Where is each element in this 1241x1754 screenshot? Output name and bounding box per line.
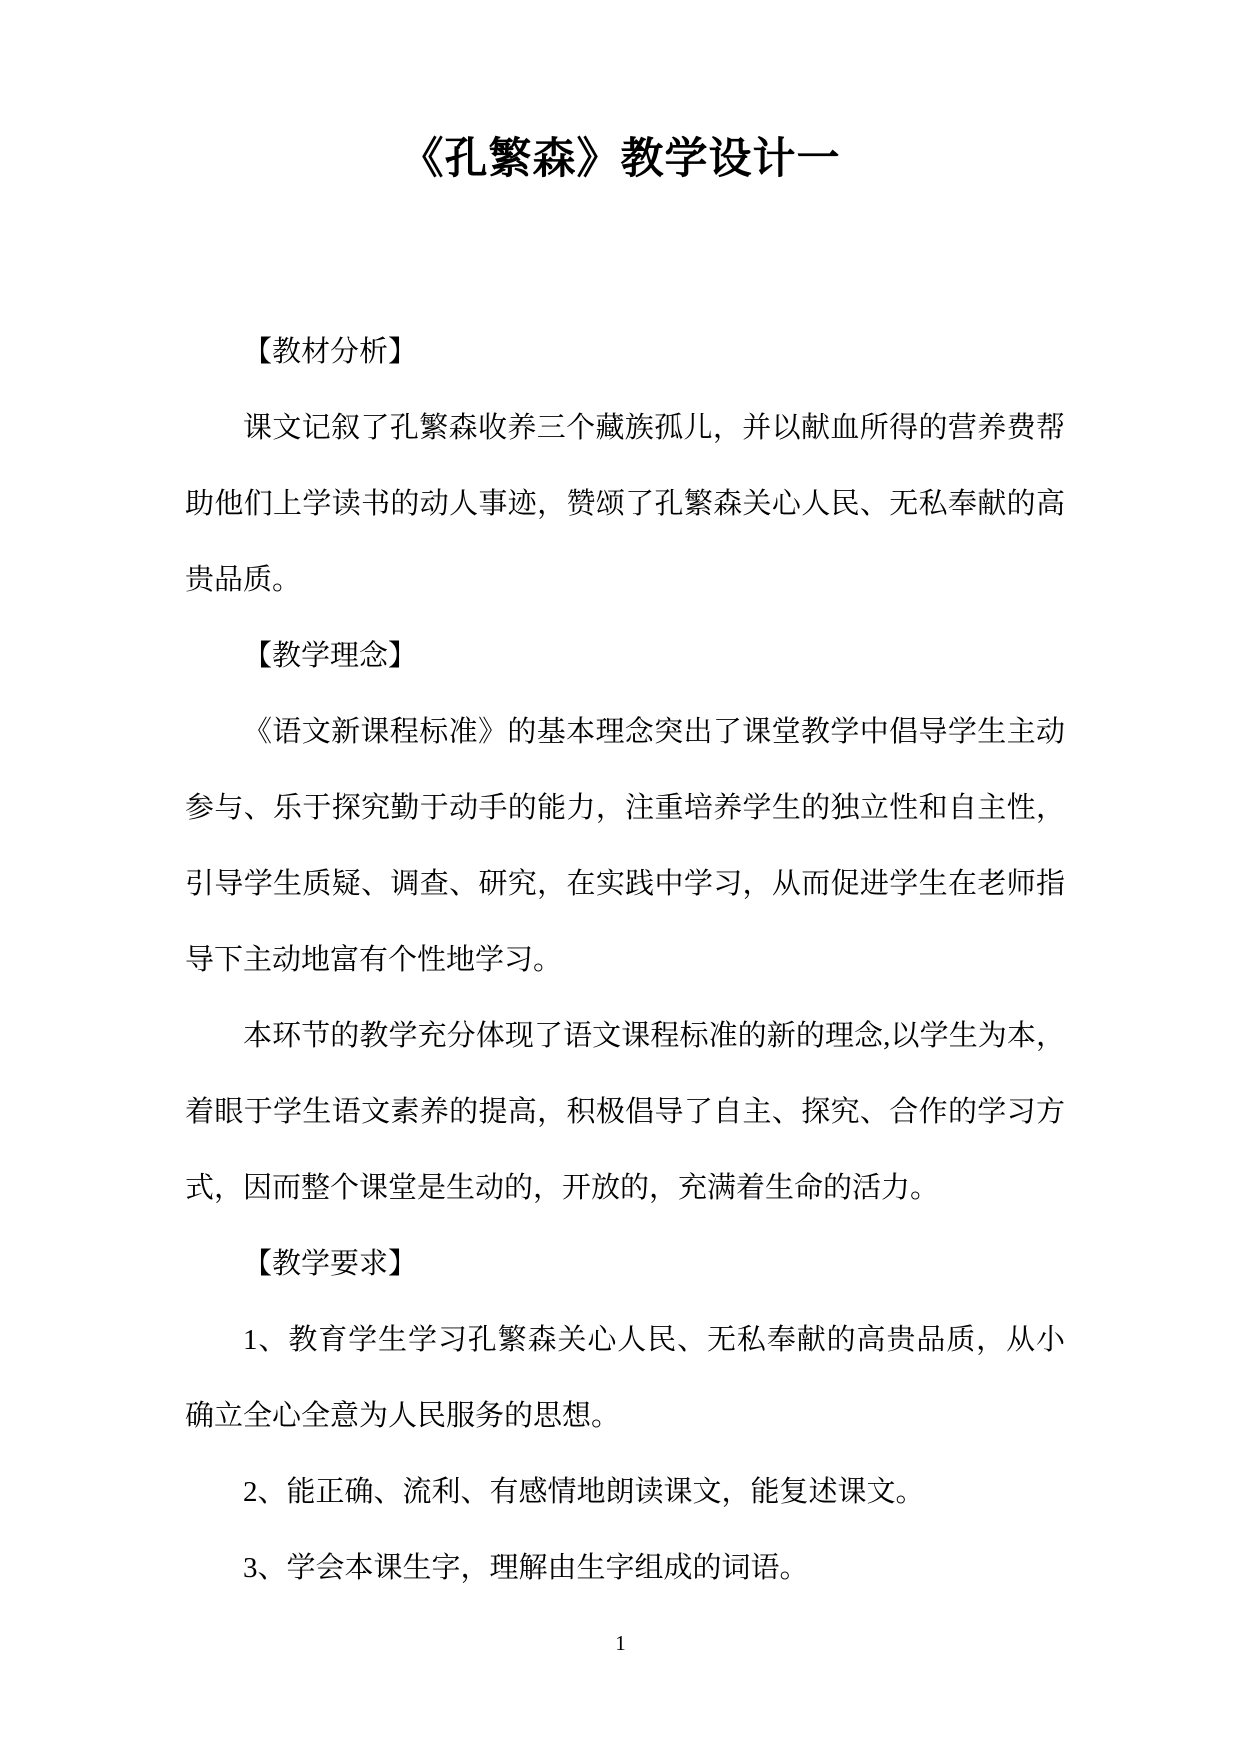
document-title: 《孔繁森》教学设计一 [400, 136, 841, 183]
page-number: 1 [615, 1631, 626, 1655]
section-heading-material-analysis: 【教材分析】 [243, 336, 418, 368]
paragraph-requirement-3: 3、学会本课生字，理解由生字组成的词语。 [243, 1552, 809, 1584]
paragraph-teaching-concept-2: 本环节的教学充分体现了语文课程标准的新的理念,以学生为本，着眼于学生语文素养的提高，积极倡导了自主、探究、合作的学习方式，因而整个课堂是生动的，开放的，充满着生命的活力。 [185, 1020, 1065, 1204]
paragraph-teaching-concept-1: 《语文新课程标准》的基本理念突出了课堂教学中倡导学生主动参与、乐于探究勤于动手的能力，注重培养学生的独立性和自主性，引导学生质疑、调查、研究，在实践中学习，从而促进学生在老师指导下主动地富有个性地学习。 [185, 716, 1065, 976]
section-heading-teaching-requirements: 【教学要求】 [243, 1248, 418, 1280]
document-body [185, 314, 1065, 1606]
paragraph-requirement-2: 2、能正确、流利、有感情地朗读课文，能复述课文。 [243, 1476, 925, 1508]
paragraph-material-analysis-1: 课文记叙了孔繁森收养三个藏族孤儿，并以献血所得的营养费帮助他们上学读书的动人事迹，赞颂了孔繁森关心人民、无私奉献的高贵品质。 [185, 412, 1065, 596]
section-heading-teaching-concept: 【教学理念】 [243, 640, 418, 672]
paragraph-requirement-1: 1、教育学生学习孔繁森关心人民、无私奉献的高贵品质，从小确立全心全意为人民服务的思想。 [185, 1324, 1065, 1432]
